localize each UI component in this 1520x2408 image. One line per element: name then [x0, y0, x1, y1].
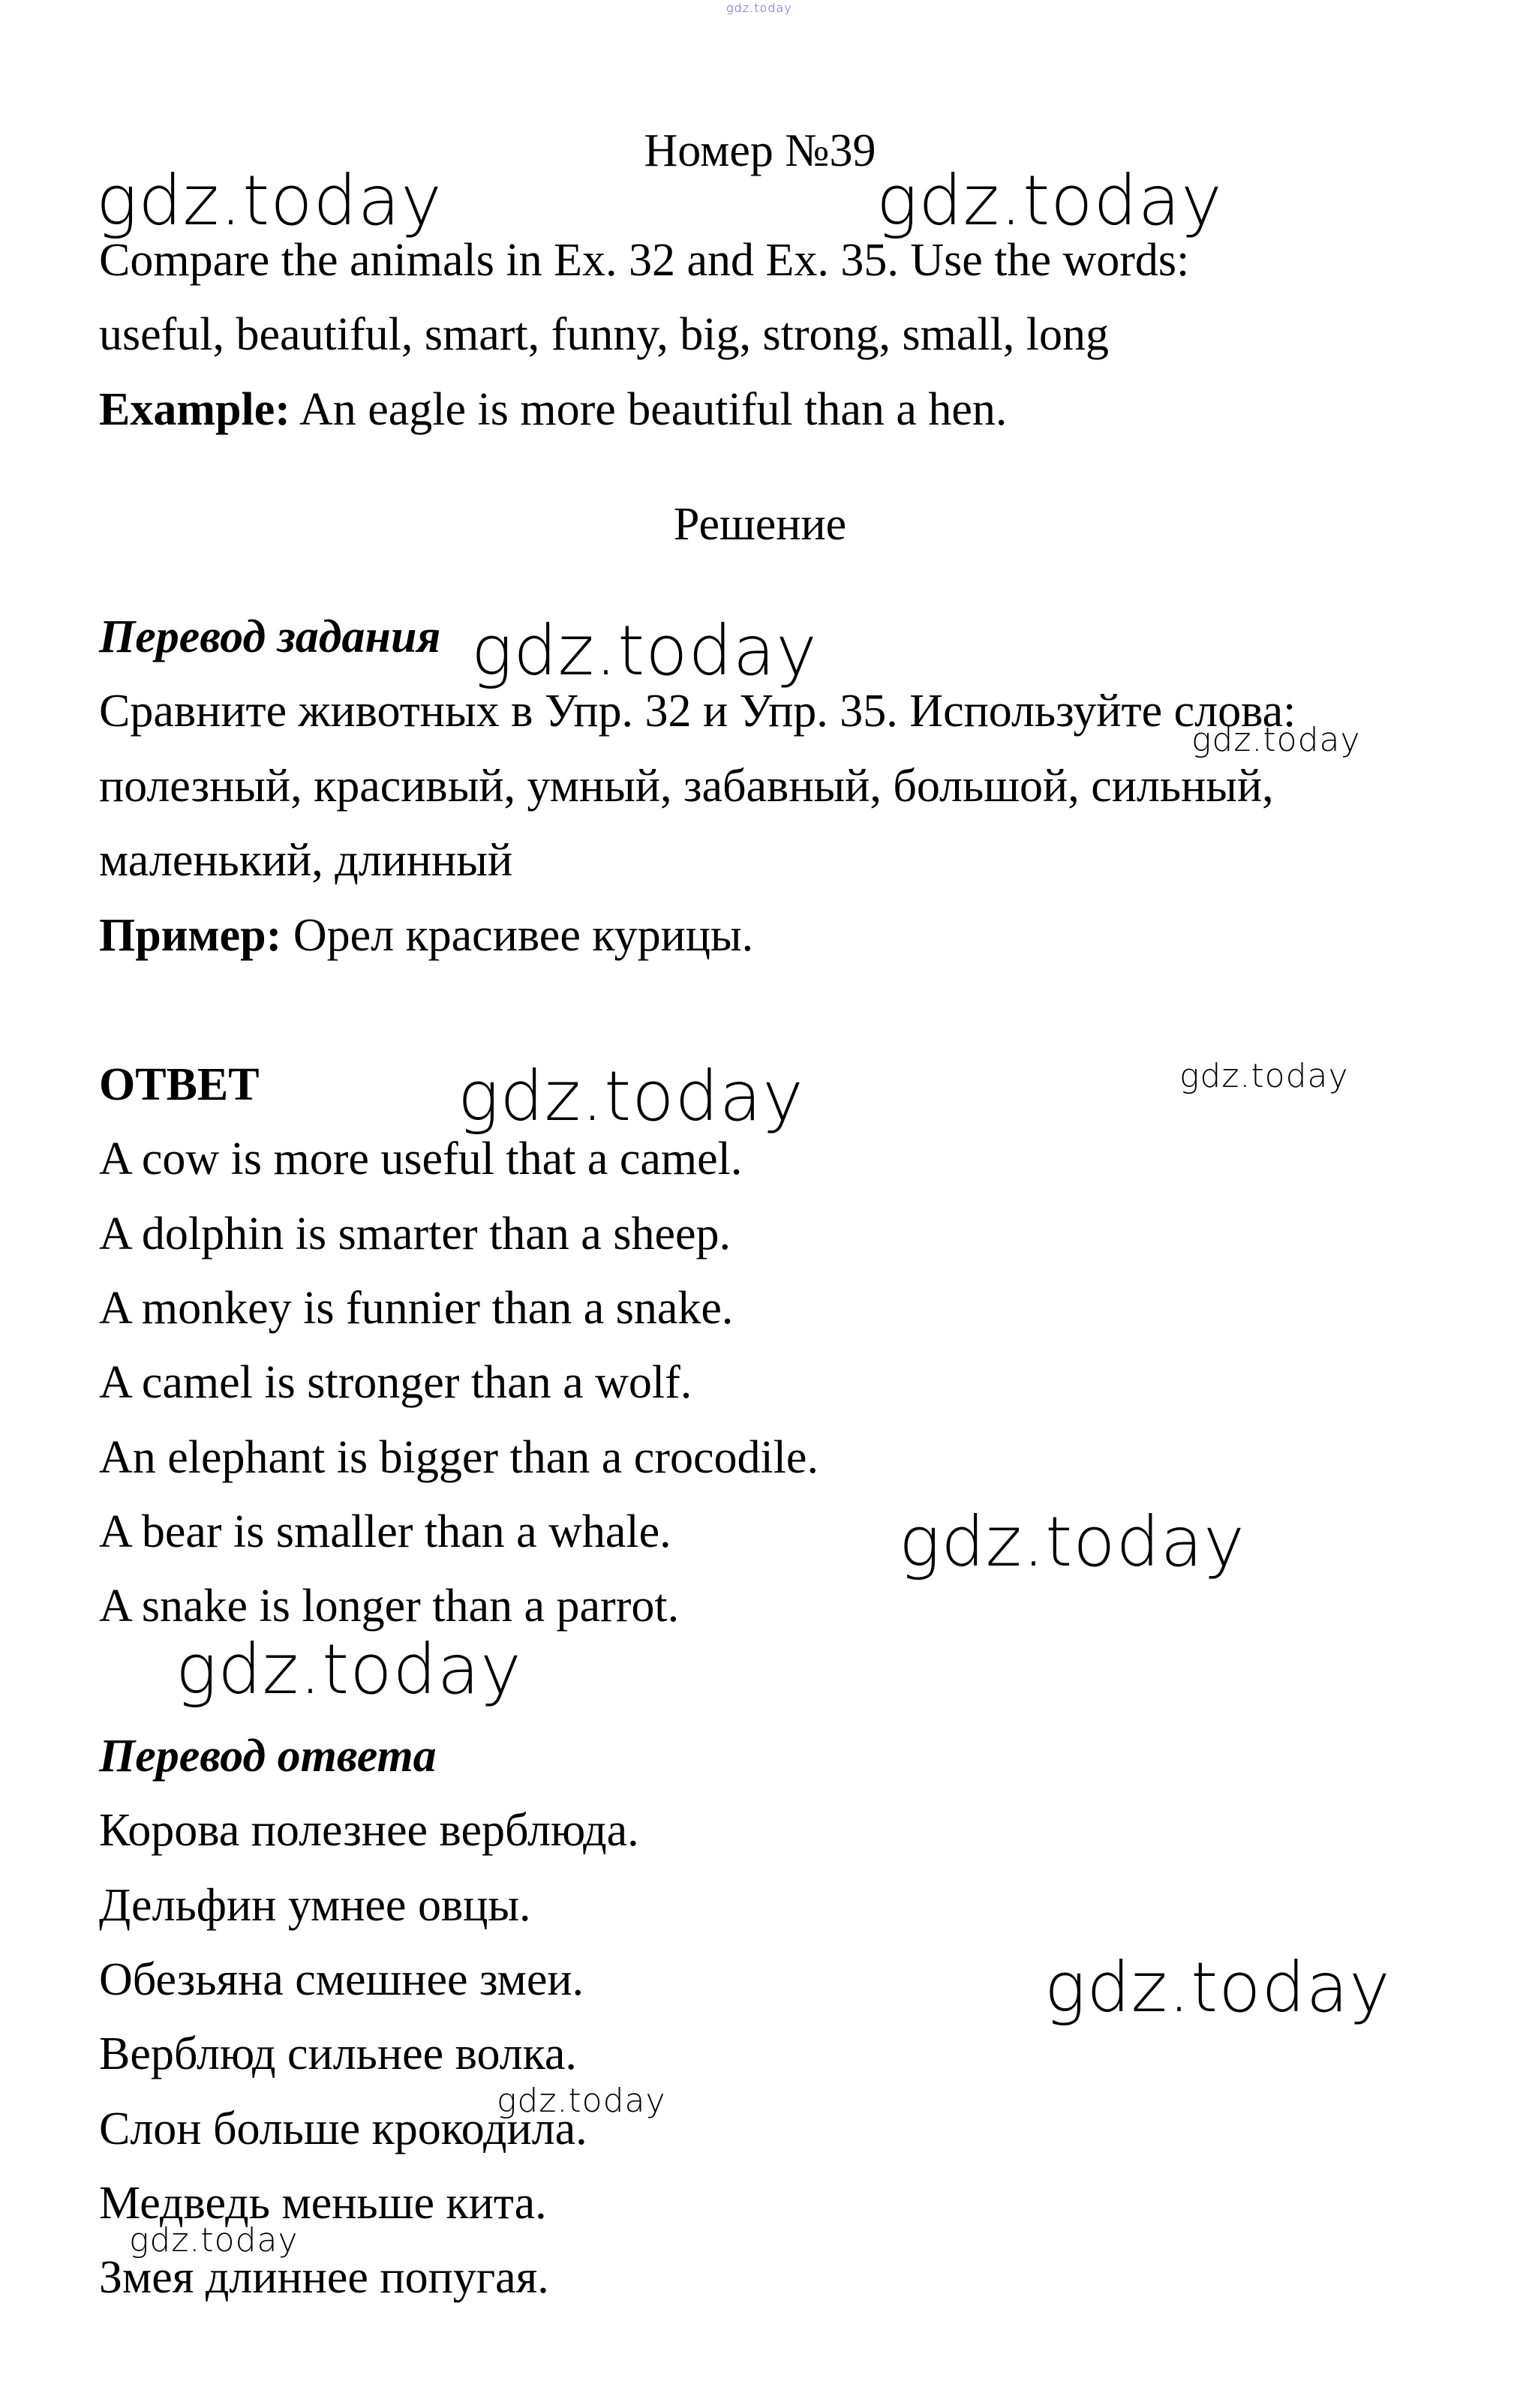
example-text: An eagle is more beautiful than a hen. — [290, 384, 1008, 435]
top-watermark: gdz.today — [726, 1, 792, 15]
translation-example-label: Пример: — [99, 910, 282, 961]
watermark: gdz.today — [471, 611, 818, 691]
answer-line: A camel is stronger than a wolf. — [99, 1357, 692, 1408]
answer-translation-line: Корова полезнее верблюда. — [99, 1805, 639, 1856]
answer-line: An elephant is bigger than a crocodile. — [99, 1432, 819, 1483]
watermark: gdz.today — [96, 161, 443, 241]
answer-line: A dolphin is smarter than a sheep. — [99, 1209, 731, 1260]
answer-line: A snake is longer than a parrot. — [99, 1581, 680, 1632]
watermark: gdz.today — [876, 161, 1223, 241]
answer-translation-line: Дельфин умнее овцы. — [99, 1880, 531, 1931]
answer-translation-line: Змея длиннее попугая. — [99, 2252, 549, 2303]
task-translation-example — [99, 909, 753, 962]
answer-line: A bear is smaller than a whale. — [99, 1506, 671, 1557]
translation-example-text: Орел красивее курицы. — [281, 910, 754, 961]
answer-translation-line: Слон больше крокодила. — [99, 2103, 587, 2154]
watermark: gdz.today — [1044, 1947, 1391, 2028]
task-line-2: useful, beautiful, smart, funny, big, strong, small, long — [99, 309, 1110, 360]
watermark: gdz.today — [1179, 1057, 1349, 1095]
watermark: gdz.today — [176, 1629, 522, 1710]
watermark: gdz.today — [899, 1502, 1245, 1582]
watermark: gdz.today — [129, 2221, 299, 2259]
answer-translation-line: Обезьяна смешнее змеи. — [99, 1954, 584, 2005]
solution-title: Решение — [673, 499, 847, 550]
answer-translation-heading: Перевод ответа — [99, 1731, 437, 1782]
task-translation-line-2: полезный, красивый, умный, забавный, большой, сильный, — [99, 761, 1274, 812]
answer-translation-line: Медведь меньше кита. — [99, 2178, 547, 2229]
task-translation-line-3: маленький, длинный — [99, 835, 513, 886]
watermark: gdz.today — [1191, 721, 1361, 759]
answer-line: A cow is more useful that a camel. — [99, 1133, 743, 1184]
example-label: Example: — [99, 384, 290, 435]
task-example — [99, 383, 1007, 436]
answer-translation-line: Верблюд сильнее волка. — [99, 2028, 577, 2079]
task-line-1: Compare the animals in Ex. 32 and Ex. 35. Use the words: — [99, 235, 1190, 286]
task-translation-heading: Перевод задания — [99, 611, 441, 662]
page-title: Номер №39 — [644, 125, 876, 176]
answer-line: A monkey is funnier than a snake. — [99, 1283, 734, 1334]
watermark: gdz.today — [458, 1056, 804, 1136]
answer-heading: ОТВЕТ — [99, 1059, 260, 1110]
watermark: gdz.today — [497, 2082, 666, 2120]
task-translation-line-1: Сравните животных в Упр. 32 и Упр. 35. Используйте слова: — [99, 686, 1296, 737]
